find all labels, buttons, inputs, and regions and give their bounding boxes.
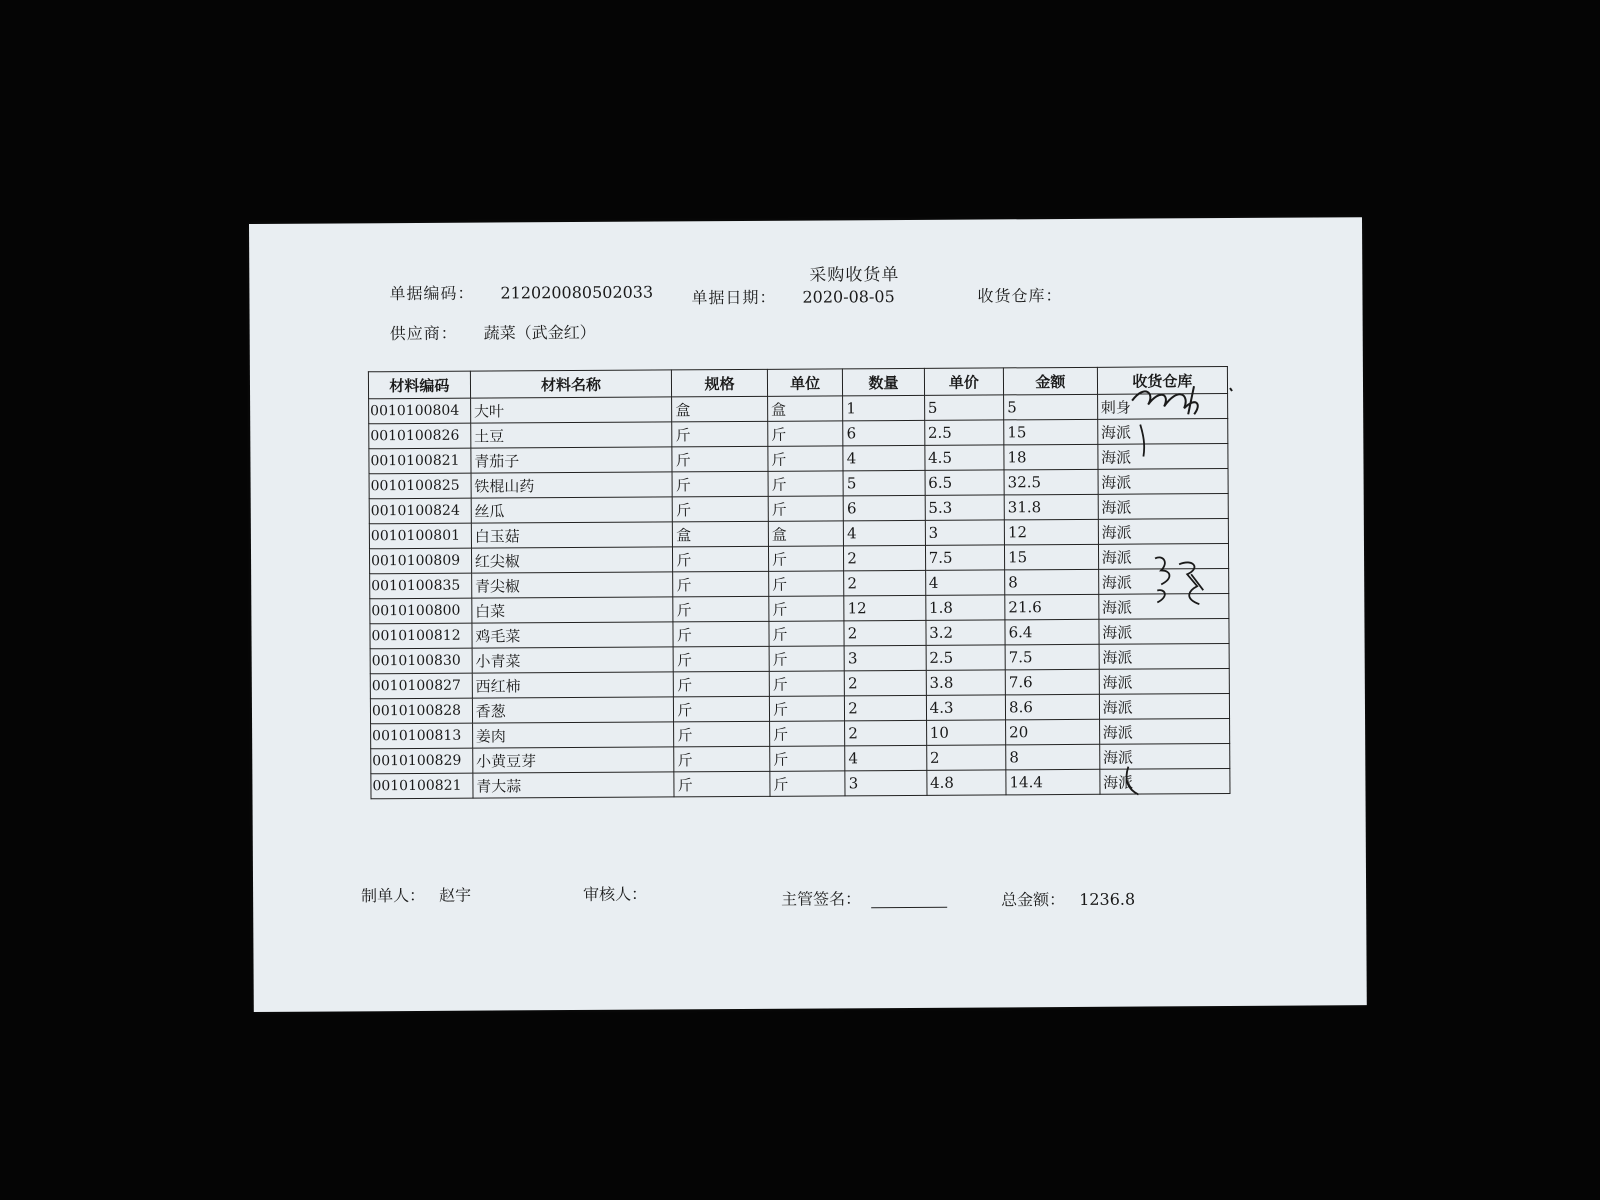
table-cell: 0010100830 <box>370 648 472 674</box>
table-cell: 盒 <box>767 396 842 421</box>
table-cell: 4 <box>845 745 927 770</box>
table-cell: 0010100801 <box>369 523 471 549</box>
table-cell: 海派 <box>1098 544 1228 570</box>
table-cell: 3.8 <box>926 670 1006 695</box>
total-value: 1236.8 <box>1079 889 1136 909</box>
table-cell: 0010100812 <box>370 623 472 649</box>
table-cell: 4 <box>843 445 925 470</box>
table-cell: 14.4 <box>1006 769 1100 795</box>
table-cell: 1.8 <box>925 595 1005 620</box>
table-cell: 斤 <box>672 446 768 472</box>
table-cell: 15 <box>1005 544 1099 570</box>
column-header: 材料编码 <box>368 371 470 399</box>
table-cell: 6 <box>843 420 925 445</box>
handwritten-dot <box>1230 388 1232 391</box>
column-header: 材料名称 <box>470 370 672 398</box>
table-cell: 海派 <box>1098 594 1228 620</box>
table-cell: 西红柿 <box>472 672 674 698</box>
table-cell: 小青菜 <box>472 647 674 673</box>
table-cell: 1 <box>843 395 925 420</box>
column-header: 单位 <box>767 369 842 396</box>
table-cell: 2 <box>845 720 927 745</box>
table-cell: 斤 <box>673 546 769 572</box>
supervisor-label: 主管签名： <box>781 889 862 909</box>
table-cell: 海派 <box>1098 444 1228 470</box>
table-cell: 斤 <box>770 746 845 771</box>
table-cell: 姜肉 <box>472 722 674 748</box>
table-cell: 8 <box>1006 744 1100 770</box>
table-cell: 12 <box>844 595 926 620</box>
table-cell: 盒 <box>673 521 769 547</box>
table-cell: 斤 <box>674 746 770 772</box>
supplier-value: 蔬菜（武金红） <box>483 322 596 343</box>
table-cell: 鸡毛菜 <box>472 622 674 648</box>
table-cell: 4 <box>844 520 926 545</box>
maker-value: 赵宇 <box>439 885 472 905</box>
table-cell: 5 <box>924 395 1004 420</box>
table-cell: 0010100829 <box>371 748 473 774</box>
table-cell: 2 <box>844 545 926 570</box>
table-cell: 斤 <box>768 446 843 471</box>
table-cell: 斤 <box>769 646 844 671</box>
table-cell: 18 <box>1004 444 1098 470</box>
table-cell: 斤 <box>768 546 843 571</box>
table-cell: 0010100828 <box>370 698 472 724</box>
table-cell: 0010100821 <box>371 773 473 799</box>
doc-number-label: 单据编码： <box>389 283 475 304</box>
doc-number-value: 212020080502033 <box>500 282 654 303</box>
doc-number-field <box>389 280 653 305</box>
table-cell: 8.6 <box>1005 694 1099 720</box>
table-cell: 小黄豆芽 <box>472 747 674 773</box>
table-cell: 5 <box>843 470 925 495</box>
table-cell: 2 <box>844 670 926 695</box>
column-header: 金额 <box>1003 367 1097 395</box>
supervisor-signature-line <box>871 891 947 908</box>
table-cell: 4.8 <box>927 770 1007 795</box>
table-cell: 2.5 <box>924 420 1004 445</box>
column-header: 数量 <box>843 368 925 395</box>
table-cell: 15 <box>1004 419 1098 445</box>
table-cell: 土豆 <box>470 422 672 448</box>
table-cell: 海派 <box>1099 669 1229 695</box>
table-cell: 10 <box>926 720 1006 745</box>
table-cell: 海派 <box>1099 619 1229 645</box>
table-cell: 20 <box>1006 719 1100 745</box>
table-cell: 0010100826 <box>369 423 471 449</box>
table-cell: 斤 <box>770 771 845 796</box>
table-cell: 6.4 <box>1005 619 1099 645</box>
table-cell: 斤 <box>769 696 844 721</box>
table-cell: 斤 <box>672 471 768 497</box>
table-cell: 4 <box>925 570 1005 595</box>
table-cell: 32.5 <box>1004 469 1098 495</box>
table-cell: 2.5 <box>926 645 1006 670</box>
total-field <box>1001 887 1135 911</box>
table-cell: 2 <box>844 620 926 645</box>
table-cell: 0010100827 <box>370 673 472 699</box>
table-cell: 斤 <box>672 496 768 522</box>
table-cell: 5 <box>1004 394 1098 420</box>
table-cell: 盒 <box>672 396 768 422</box>
table-cell: 刺身 <box>1097 394 1227 420</box>
table-cell: 6 <box>843 495 925 520</box>
table-cell: 青大蒜 <box>473 772 675 798</box>
table-cell: 5.3 <box>925 495 1005 520</box>
table-cell: 3.2 <box>926 620 1006 645</box>
total-label: 总金额： <box>1001 890 1066 910</box>
table-cell: 3 <box>925 520 1005 545</box>
table-cell: 7.6 <box>1005 669 1099 695</box>
table-cell: 3 <box>844 645 926 670</box>
table-cell: 海派 <box>1099 644 1229 670</box>
warehouse-label: 收货仓库： <box>977 286 1063 306</box>
table-cell: 丝瓜 <box>471 497 673 523</box>
doc-date-label: 单据日期： <box>691 287 777 308</box>
table-cell: 斤 <box>674 771 770 797</box>
table-cell: 斤 <box>769 621 844 646</box>
table-cell: 海派 <box>1098 569 1228 595</box>
table-cell: 斤 <box>673 621 769 647</box>
table-cell: 斤 <box>673 596 769 622</box>
table-cell: 3 <box>845 770 927 795</box>
table-cell: 0010100825 <box>369 473 471 499</box>
table-cell: 斤 <box>768 496 843 521</box>
table-cell: 0010100804 <box>369 398 471 424</box>
table-cell: 海派 <box>1100 769 1230 795</box>
reviewer-label: 审核人： <box>583 884 648 904</box>
doc-date-field <box>691 284 894 308</box>
column-header: 规格 <box>672 369 768 397</box>
table-cell: 斤 <box>674 721 770 747</box>
table-cell: 0010100809 <box>369 548 471 574</box>
table-cell: 斤 <box>769 571 844 596</box>
table-cell: 8 <box>1005 569 1099 595</box>
supplier-field <box>390 320 596 344</box>
table-cell: 斤 <box>674 671 770 697</box>
table-cell: 斤 <box>769 596 844 621</box>
maker-label: 制单人： <box>361 885 426 906</box>
table-cell: 海派 <box>1099 694 1229 720</box>
table-cell: 4.5 <box>925 445 1005 470</box>
table-cell: 斤 <box>768 471 843 496</box>
document-title: 采购收货单 <box>809 265 900 286</box>
table-cell: 白菜 <box>472 597 674 623</box>
table-cell: 铁棍山药 <box>471 472 673 498</box>
table-cell: 斤 <box>769 721 844 746</box>
table-row <box>371 769 1230 799</box>
column-header: 单价 <box>924 368 1004 395</box>
table-cell: 青茄子 <box>471 447 673 473</box>
table-cell: 斤 <box>769 671 844 696</box>
table-cell: 海派 <box>1099 744 1229 770</box>
table-cell: 7.5 <box>1005 644 1099 670</box>
table-cell: 12 <box>1004 519 1098 545</box>
supervisor-field <box>781 886 947 910</box>
table-cell: 0010100835 <box>370 573 472 599</box>
items-table <box>368 366 1231 799</box>
reviewer-field <box>583 882 647 905</box>
table-cell: 0010100821 <box>369 448 471 474</box>
table-cell: 31.8 <box>1004 494 1098 520</box>
table-cell: 红尖椒 <box>471 547 673 573</box>
table-cell: 斤 <box>672 421 768 447</box>
table-cell: 7.5 <box>925 545 1005 570</box>
column-header: 收货仓库 <box>1097 367 1228 395</box>
table-cell: 4.3 <box>926 695 1006 720</box>
table-cell: 斤 <box>768 421 843 446</box>
table-cell: 2 <box>845 695 927 720</box>
table-cell: 6.5 <box>925 470 1005 495</box>
table-cell: 海派 <box>1097 419 1227 445</box>
warehouse-field <box>977 283 1062 307</box>
table-cell: 2 <box>844 570 926 595</box>
table-cell: 0010100800 <box>370 598 472 624</box>
maker-field <box>361 883 471 907</box>
table-cell: 海派 <box>1098 519 1228 545</box>
table-cell: 0010100824 <box>369 498 471 524</box>
supplier-label: 供应商： <box>389 323 458 344</box>
table-cell: 白玉菇 <box>471 522 673 548</box>
table-cell: 2 <box>926 745 1006 770</box>
doc-date-value: 2020-08-05 <box>802 287 895 307</box>
table-cell: 斤 <box>673 646 769 672</box>
receipt-paper <box>249 217 1367 1012</box>
table-cell: 海派 <box>1098 469 1228 495</box>
table-cell: 海派 <box>1098 494 1228 520</box>
table-cell: 21.6 <box>1005 594 1099 620</box>
table-cell: 盒 <box>768 521 843 546</box>
table-cell: 0010100813 <box>371 723 473 749</box>
table-cell: 斤 <box>674 696 770 722</box>
table-cell: 海派 <box>1099 719 1229 745</box>
table-cell: 斤 <box>673 571 769 597</box>
table-cell: 大叶 <box>470 397 672 423</box>
table-body <box>369 394 1230 799</box>
table-cell: 香葱 <box>472 697 674 723</box>
table-cell: 青尖椒 <box>471 572 673 598</box>
